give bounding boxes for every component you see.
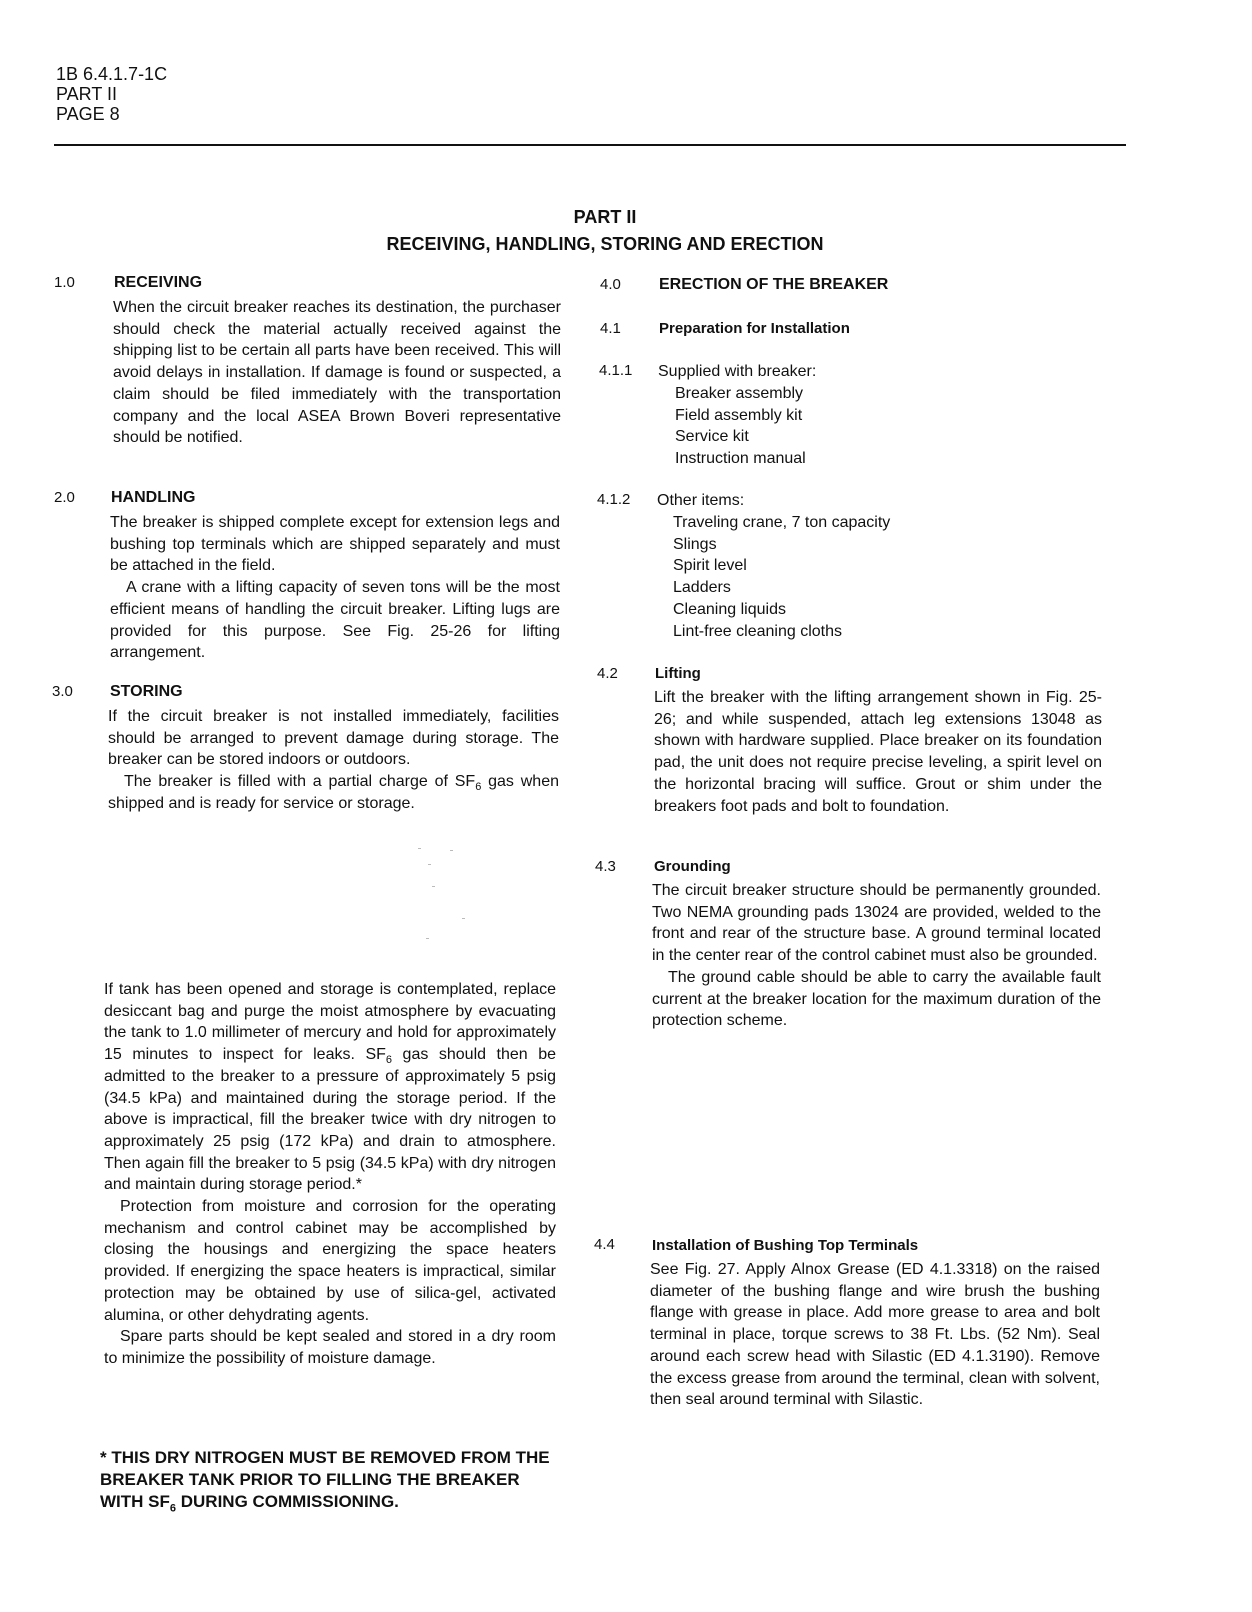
section-number-4-2: 4.2 [597,665,618,682]
scan-speck [432,886,435,887]
bushing-terminals-paragraph: See Fig. 27. Apply Alnox Grease (ED 4.1.3318) on the raised diameter of the bushing flange and wire brush the bushing flange with grease in place. Add more grease to area and bolt terminal in place, torque screws to 38 Ft. Lbs. (52 Nm). Seal around each screw head with Silastic (ED 4.1.3190). Remove the excess grease from around the terminal, clean with solvent, then seal around terminal with Silastic. [650,1261,1100,1409]
scan-speck [426,938,429,939]
section-number-4-4: 4.4 [594,1236,615,1253]
section-heading-grounding: Grounding [654,858,731,875]
section-number-1-0: 1.0 [54,274,75,291]
scan-speck [462,918,465,919]
section-number-4-1: 4.1 [600,320,621,337]
storing-paragraph-2: The breaker is filled with a partial charge of $SF_6$ gas when shipped and is ready for service or storage. [108,773,559,812]
section-heading-storing: STORING [110,683,183,700]
section-heading-bushing-terminals: Installation of Bushing Top Terminals [652,1237,919,1254]
section-bushing-terminals-body [650,1259,1100,1411]
section-number-4-3: 4.3 [595,858,616,875]
supplied-items-list [675,383,806,470]
list-item: Traveling crane, 7 ton capacity [673,514,891,531]
section-grounding-body [652,880,1101,1032]
section-heading-handling: HANDLING [111,489,196,506]
header-rule [54,144,1126,146]
section-number-2-0: 2.0 [54,489,75,506]
storing-paragraph-1: If the circuit breaker is not installed immediately, facilities should be arranged to prevent damage during storage. The breaker can be stored indoors or outdoors. [108,708,559,769]
section-receiving-body [113,297,561,449]
document-id: 1B 6.4.1.7-1C [56,64,168,84]
storing-paragraph-4: Protection from moisture and corrosion for the operating mechanism and control cabinet may be accomplished by closing the housings and energizing the space heaters provided. If energizing the space heaters is impractical, similar protection may be obtained by use of silica-gel, activated alumina, or other dehydrating agents. [104,1198,556,1324]
section-heading-lifting: Lifting [655,665,701,682]
section-storing-body-top [108,706,559,815]
section-number-4-1-2: 4.1.2 [597,491,631,508]
section-number-3-0: 3.0 [52,683,73,700]
scan-speck [418,848,421,849]
section-number-4-1-1: 4.1.1 [599,362,633,379]
section-handling-body [110,512,560,664]
storing-paragraph-5: Spare parts should be kept sealed and stored in a dry room to minimize the possibility of moisture damage. [104,1328,556,1367]
list-item: Cleaning liquids [673,600,786,618]
list-item: Slings [673,535,717,553]
lifting-paragraph: Lift the breaker with the lifting arrangement shown in Fig. 25-26; and while suspended, attach leg extensions 13048 as shown with hardware supplied. Place breaker on its foundation pad, the unit does not require precise leveling, a spirit level on the horizontal bracing will suffice. Grout or shim under the breakers foot pads and bolt to foundation. [654,689,1102,815]
document-header [56,64,167,124]
handling-paragraph-1: The breaker is shipped complete except for extension legs and bushing top terminals which are shipped separately and must be attached in the field. [110,514,560,575]
nitrogen-warning-note: * THIS DRY NITROGEN MUST BE REMOVED FROM THE BREAKER TANK PRIOR TO FILLING THE BREAKER WITH $SF_6$ DURING COMMISSIONING. [100,1448,550,1515]
other-items-list [673,512,890,642]
list-item: Field assembly kit [675,406,803,424]
other-items-label: Other items: [657,492,745,509]
page-title-line2: RECEIVING, HANDLING, STORING AND ERECTION [386,234,824,254]
section-lifting-body [654,687,1102,817]
section-storing-body-bottom [104,979,556,1370]
storing-paragraph-3: If tank has been opened and storage is contemplated, replace desiccant bag and purge the moist atmosphere by evacuating the tank to 1.0 millimeter of mercury and hold for approximately 15 minutes to inspect for leaks. $SF_6$ gas should then be admitted to the breaker to a pressure of approximately 5 psig (34.5 kPa) and maintained during the storage period. If the above is impractical, fill the breaker twice with dry nitrogen to approximately 25 psig (172 kPa) and drain to atmosphere. Then again fill the breaker to 5 psig (34.5 kPa) with dry nitrogen and maintain during storage period.* [104,981,556,1194]
page-title-line1: PART II [573,207,637,227]
list-item: Ladders [673,579,731,597]
page-label: PAGE 8 [56,104,120,124]
receiving-paragraph: When the circuit breaker reaches its destination, the purchaser should check the material actually received against the shipping list to be certain all parts have been received. This will avoid delays in installation. If damage is found or suspected, a claim should be filed immediately with the transportation company and the local ASEA Brown Boveri representative should be notified. [113,299,561,447]
section-heading-erection: ERECTION OF THE BREAKER [659,276,889,293]
list-item: Instruction manual [675,450,806,468]
list-item: Spirit level [673,557,747,575]
section-heading-preparation: Preparation for Installation [659,320,850,337]
section-number-4-0: 4.0 [600,276,621,293]
grounding-paragraph-2: The ground cable should be able to carry the available fault current at the breaker location for the maximum duration of the protection scheme. [652,968,1101,1030]
handling-paragraph-2: A crane with a lifting capacity of seven tons will be the most efficient means of handling the circuit breaker. Lifting lugs are provided for this purpose. See Fig. 25-26 for lifting arrangement. [110,579,560,662]
list-item: Service kit [675,428,749,446]
grounding-paragraph-1: The circuit breaker structure should be permanently grounded. Two NEMA grounding pads 13024 are provided, welded to the front and rear of the structure base. A ground terminal located in the center rear of the control cabinet must also be grounded. [652,882,1101,965]
supplied-label: Supplied with breaker: [658,363,817,380]
scan-speck [428,864,431,865]
list-item: Breaker assembly [675,385,804,402]
part-label: PART II [56,84,118,104]
scan-speck [450,850,453,851]
list-item: Lint-free cleaning cloths [673,622,842,640]
section-heading-receiving: RECEIVING [114,274,203,291]
